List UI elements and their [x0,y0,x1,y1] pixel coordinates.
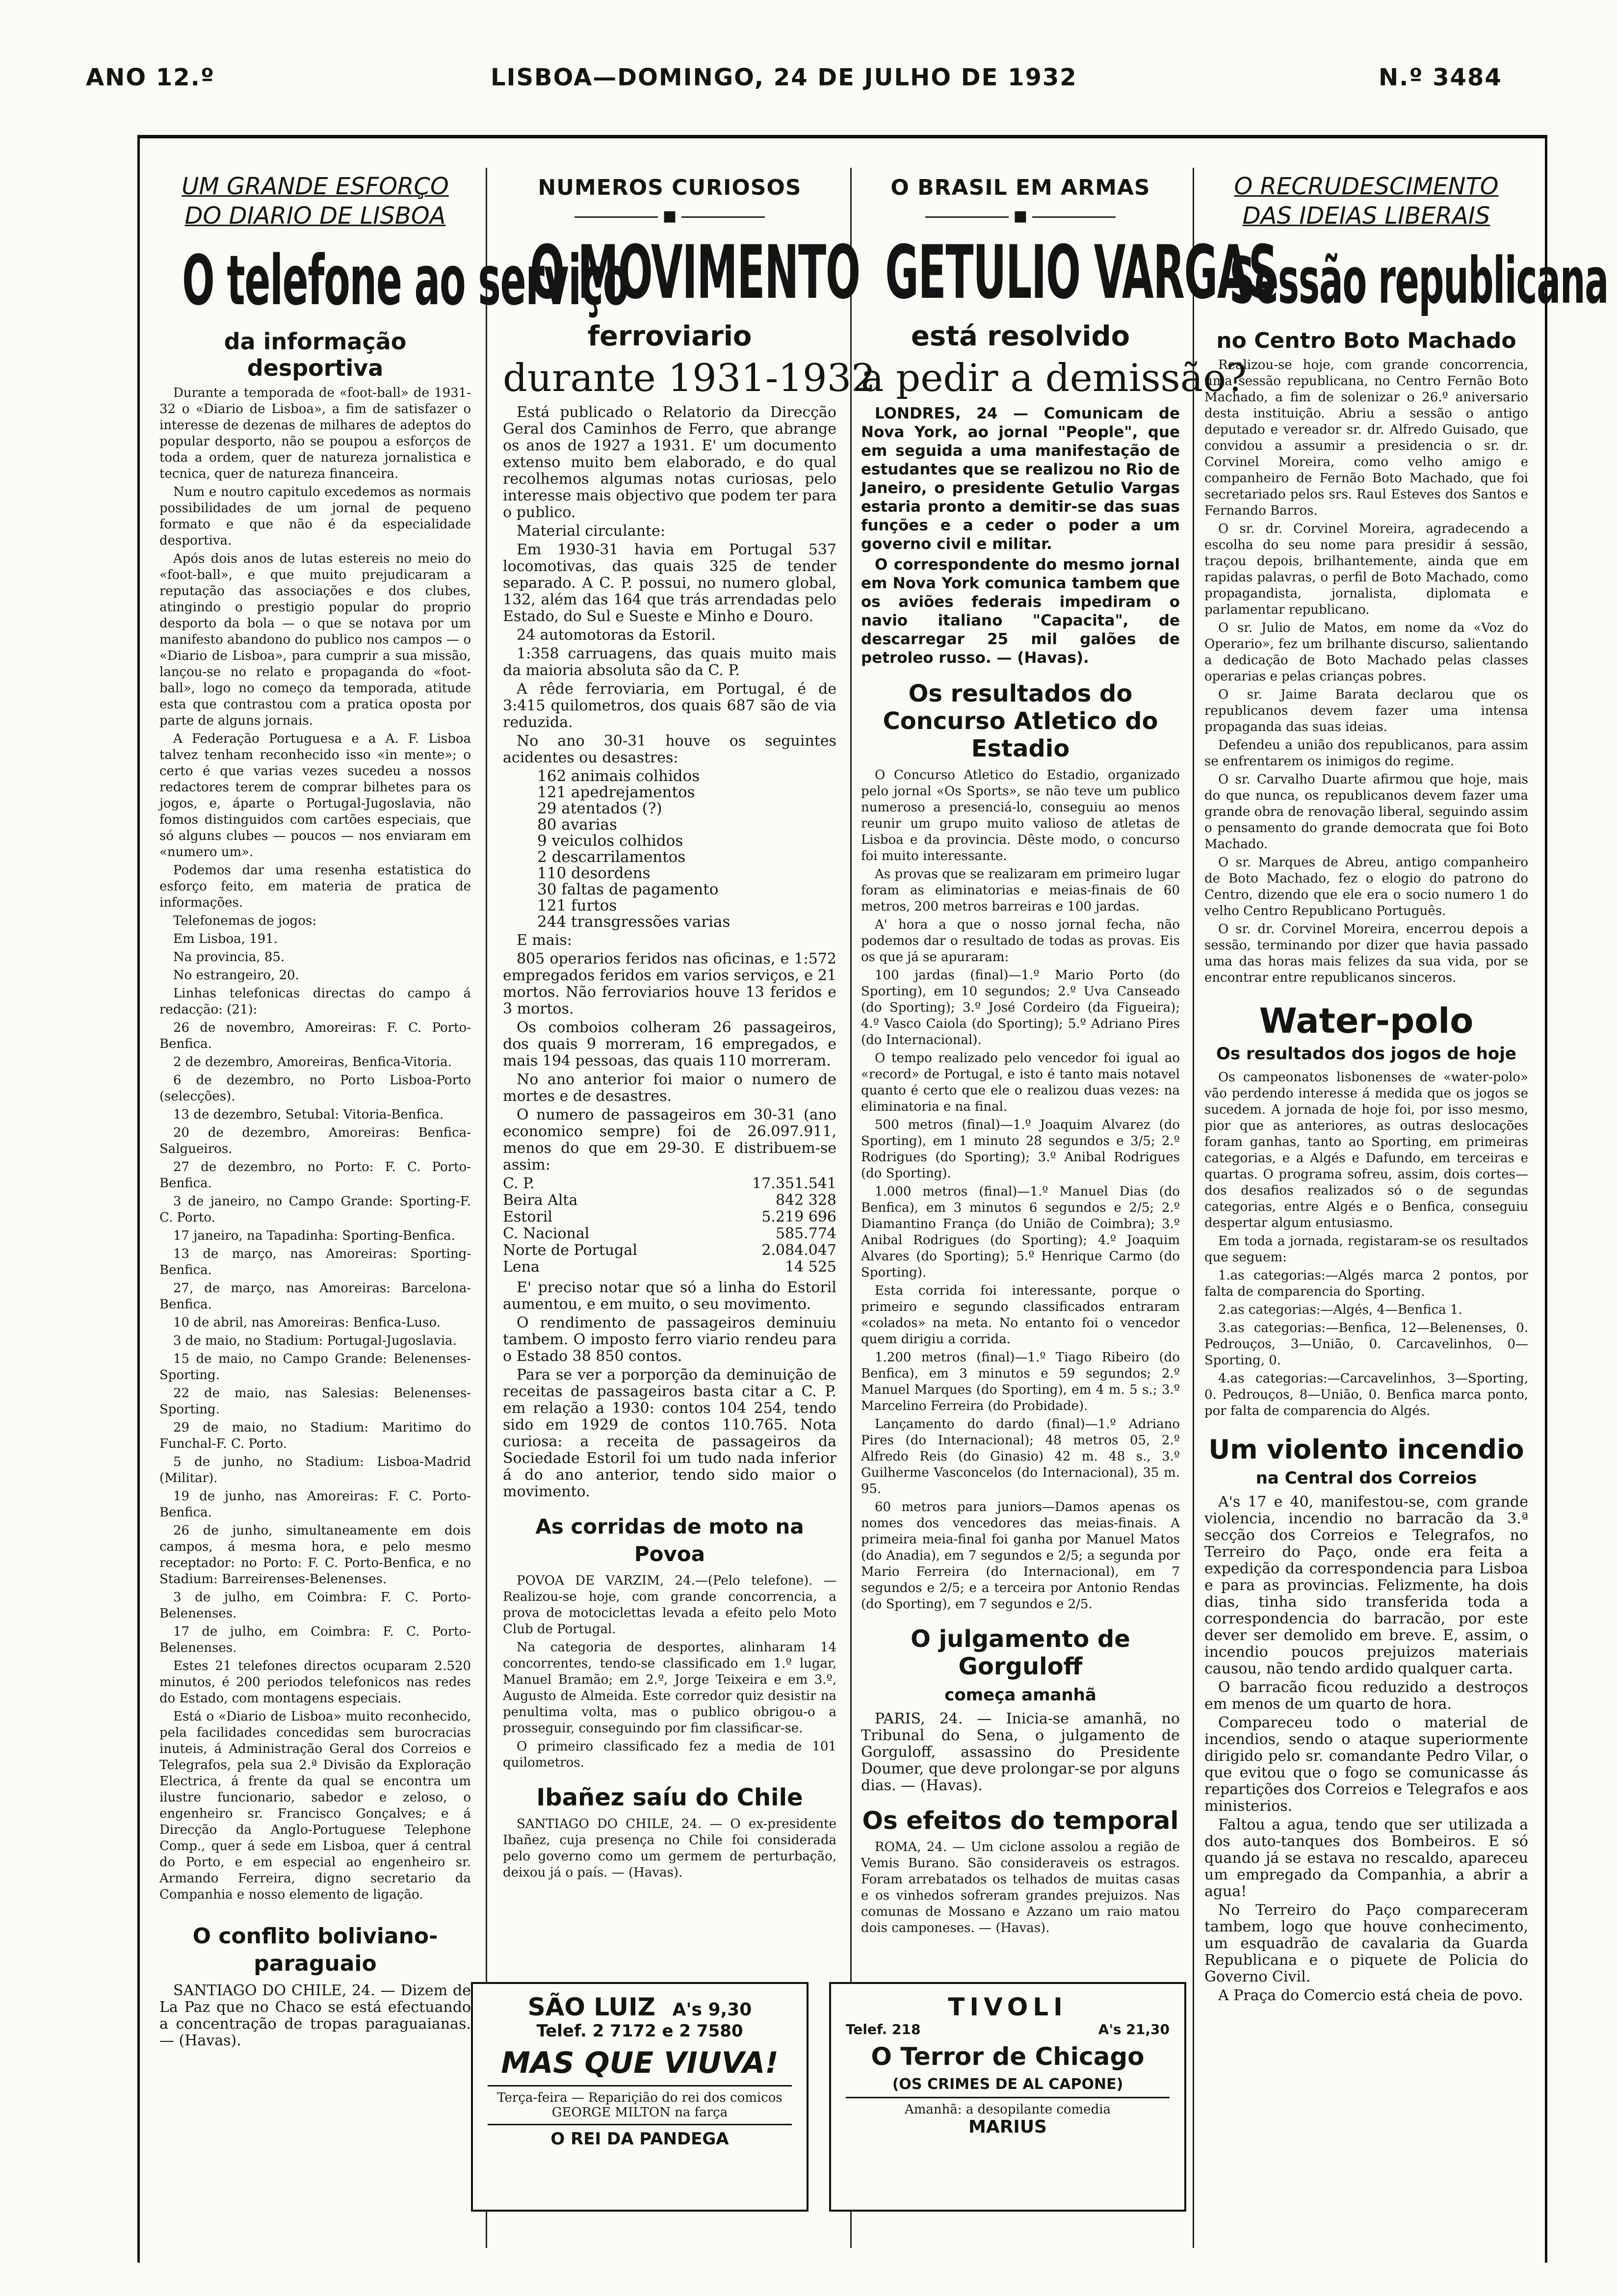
paragraph: 3 de janeiro, no Campo Grande: Sporting-F. C. Porto. [159,1194,471,1225]
paragraph: 26 de novembro, Amoreiras: F. C. Porto-Benfica. [159,1020,471,1051]
ad-show: MAS QUE VIUVA! [501,2046,779,2080]
ad-sao-luiz [471,1982,808,2212]
paragraph: O sr. Carvalho Duarte afirmou que hoje, mais do que nunca, os republicanos devem fazer uma grande obra de renovação liberal, seguindo assim o pensamento do grande democrata que foi Boto Machado. [1204,772,1528,852]
ad-tivoli [829,1982,1186,2212]
subhead: no Centro Boto Machado [1216,328,1516,353]
paragraph: Linhas telefonicas directas do campo á redacção: (21): [159,986,471,1017]
paragraph: 29 de maio, no Stadium: Maritimo do Funchal-F. C. Porto. [159,1420,471,1451]
paragraph: 20 de dezembro, Amoreiras: Benfica-Salgueiros. [159,1125,471,1156]
accident-list [537,768,836,930]
article-body [1204,1070,1528,1419]
article-body: ROMA, 24. — Um ciclone assolou a região de Vemis Burano. São consideraveis os estragos. Foram arrebatados os telhados de muitas casas e os vinhedos sofreram grandes prejuizos. Nas comunas de Mossano e Azzano um raio matou dois camponeses. — (Havas). [861,1840,1180,1935]
list-item: 80 avarias [537,816,617,834]
kicker: O RECRUDESCIMENTO [1234,173,1499,200]
table-row [503,1209,836,1226]
paragraph: O sr. dr. Corvinel Moreira, agradecendo a escolha do seu nome para presidir á sessão, traçou depois, brilhantemente, ainda que em rapidas palavras, o perfil de Boto Machado, como propagandista, jornalista, diplomata e parlamentar republicano. [1204,522,1528,617]
article-title: Um violento incendio [1208,1434,1524,1465]
paragraph: O sr. Marques de Abreu, antigo companheiro de Boto Machado, fez o elogio do patrono do Centro, dizendo que ele era o socio numero 1 do velho Centro Republicano Português. [1204,855,1528,918]
paragraph: 13 de março, nas Amoreiras: Sporting-Benfica. [159,1247,471,1278]
paragraph: Na provincia, 85. [173,950,285,965]
article-body [503,932,836,1174]
paragraph: E' preciso notar que só a linha do Estoril aumentou, e em muito, o seu movimento. [503,1279,836,1313]
paragraph: O numero de passageiros em 30-31 (ano economico sempre) foi de 26.097.911, menos do que em 29-30. E distribuem-se assim: [503,1106,836,1174]
table-cell: 2.084.047 [761,1242,836,1259]
paragraph: Num e noutro capitulo excedemos as normais possibilidades de um jornal de pequeno formato e que não é da especialidade desportiva. [159,485,471,548]
list-item: 110 desordens [537,864,651,882]
paragraph: 15 de maio, no Campo Grande: Belenenses-Sporting. [159,1352,471,1383]
paragraph: Os campeonatos lisbonenses de «water-polo» vão perdendo interesse á medida que os jogos se sucedem. A jornada de hoje foi, por isso mesmo, pior que as anteriores, as outras deslocações foram ganhas, tanto ao Sporting, em primeiras categorias, e a Algés e Dafundo, em terceiras e quartas. O programa sofreu, assim, dois cortes—dos desafios realizados só o de segundas categorias, entre Algés e o Benfica, conseguiu despertar algum entusiasmo. [1204,1070,1528,1230]
table-cell: 14 525 [785,1258,836,1276]
paragraph: 1.200 metros (final)—1.º Tiago Ribeiro (do Benfica), em 3 minutos e 59 segundos; 2.º Manuel Marques (do Sporting), em 4 m. 5 s.; 3.º Marcelino Ferreira (do Probidade). [861,1350,1180,1413]
table-cell: C. Nacional [503,1225,590,1242]
ad-text: Amanhã: a desopilante comedia [904,2102,1111,2117]
paragraph: Defendeu a união dos republicanos, para assim se enfrentarem os inimigos do regime. [1204,738,1528,769]
ad-title: TIVOLI [948,1993,1068,2021]
kicker: O BRASIL EM ARMAS [890,175,1150,200]
paragraph: O Concurso Atletico do Estadio, organizado pelo jornal «Os Sports», se não teve um publico numeroso a presenciá-lo, conseguiu ao menos reunir um grupo muito valioso de atletas de Lisboa e da provincia. Dêste modo, o concurso foi muito interessante. [861,768,1180,863]
list-item: 121 furtos [537,897,617,914]
paragraph: 19 de junho, nas Amoreiras: F. C. Porto-Benfica. [159,1489,471,1520]
article-body [861,404,1180,667]
list-item: 121 apedrejamentos [537,783,695,801]
paragraph: Compareceu todo o material de incendios, sendo o ataque superiormente dirigido pelo sr. comandante Pedro Vilar, o que evitou que o fogo se comunicasse ás repartições dos Correios e Telegrafos e aos ministerios. [1204,1714,1528,1815]
paragraph: 3 de maio, no Stadium: Portugal-Jugoslavia. [173,1333,457,1348]
paragraph: 27 de dezembro, no Porto: F. C. Porto-Benfica. [159,1160,471,1191]
paragraph: Durante a temporada de «foot-ball» de 1931-32 o «Diario de Lisboa», a fim de satisfazer o interesse de dezenas de milhares de adeptos do popular desporto, não se poupou a esforços de toda a ordem, quer de natureza jornalistica e tecnica, quer de natureza financeira. [159,386,471,481]
paragraph: Após dois anos de lutas estereis no meio do «foot-ball», e que muito prejudicaram a reputação das associações e dos clubes, atingindo o prestigio popular do proprio desporto da bola — o que se notava por um manifesto abandono do publico nos campos — o «Diario de Lisboa», para cumprir a sua missão, lançou-se no relato e propaganda do «foot-ball», logo no começo da temporada, atitude esta que contrastou com a pratica oposta por parte de alguns jornais. [159,551,471,728]
paragraph: Os comboios colheram 26 passageiros, dos quais 9 morreram, 16 empregados, e mais 194 pessoas, das quais 110 morreram. [503,1019,836,1070]
subhead: está resolvido [911,320,1130,352]
table-cell: 17.351.541 [752,1175,836,1192]
paragraph: 2 de dezembro, Amoreiras, Benfica-Vitoria. [173,1055,452,1070]
paragraph: 6 de dezembro, no Porto Lisboa-Porto (selecções). [159,1073,471,1104]
article-title: O julgamento de Gorguloff [911,1625,1130,1680]
article-body: SANTIAGO DO CHILE, 24. — Dizem de La Paz que no Chaco se está efectuando a concentração de tropas paraguaianas. — (Havas). [159,1982,471,2049]
paragraph: Faltou a agua, tendo que ser utilizada a dos auto-tanques dos Bombeiros. E só quando já se estava no rescaldo, apareceu um empregado da Companhia, a abrir a agua! [1204,1816,1528,1900]
paragraph: Em Lisboa, 191. [173,932,278,946]
paragraph: Realizou-se hoje, com grande concorrencia, uma sessão republicana, no Centro Fernão Boto Machado, a fim de solenizar o 26.º aniversario desta instituição. Abriu a sessão o antigo deputado e vereador sr. dr. Alfredo Guisado, que convidou a assumir a presidencia o sr. dr. Corvinel Moreira, como velho amigo e companheiro de Fernão Boto Machado, que foi secretariado pelos srs. Raul Esteves dos Santos e Fernando Barros. [1204,358,1528,518]
list-item: 244 transgressões varias [537,913,730,931]
paragraph: 500 metros (final)—1.º Joaquim Alvarez (do Sporting), em 1 minuto 28 segundos e 3/5; 2.º Rodrigues (do Sporting); 3.º Anibal Rodrigues (do Sporting). [861,1118,1180,1181]
table-cell: Beira Alta [503,1192,578,1209]
paragraph: A rêde ferroviaria, em Portugal, é de 3:415 quilometros, dos quais 687 são de via reduzida. [503,680,836,731]
subhead: durante 1931-1932 [503,356,876,400]
passenger-table [503,1175,836,1276]
headline: Sessão republicana [1229,243,1608,318]
article-body [159,385,471,1903]
subhead: a pedir a demissão? [861,356,1247,400]
divider [488,2085,792,2087]
paragraph: O tempo realizado pelo vencedor foi igual ao «record» de Portugal, e isto é tanto mais notavel quanto é certo que ele o realizou duas vezes: na eliminatoria e na final. [861,1051,1180,1114]
paragraph: A Praça do Comercio está cheia de povo. [1218,1987,1523,2004]
article-title: Water-polo [1259,1001,1474,1041]
ad-text: (OS CRIMES DE AL CAPONE) [892,2076,1123,2093]
table-cell: 5.219 696 [761,1208,836,1226]
paragraph: No ano anterior foi maior o numero de mortes e de desastres. [503,1071,836,1105]
paragraph: A's 17 e 40, manifestou-se, com grande violencia, incendio no barracão da 3.ª secção dos Correios e Telegrafos, no Terreiro do Paço, onde era feita a expedição da correspondencia para Lisboa e para as provincias. Felizmente, ha dois dias, tinha sido transferida toda a correspondencia do barracão, por este dever ser demolido em breve. E, assim, o incendio poucos prejuizos materiais causou, não tendo ardido qualquer carta. [1204,1493,1528,1677]
paragraph: A' hora a que o nosso jornal fecha, não podemos dar o resultado de todas as provas. Eis os que já se apuraram: [861,917,1180,965]
paragraph: Em 1930-31 havia em Portugal 537 locomotivas, das quais 325 de tender separado. A C. P. possui, no numero global, 132, além das 164 que trás arrendadas pelo Estado, do Sul e Sueste e Minho e Douro. [503,541,836,625]
paragraph: 3.as categorias:—Benfica, 12—Belenenses, 0. Pedrouços, 3—União, 0. Carcavelinhos, 0—Sporting, 0. [1204,1321,1528,1368]
article-subtitle: Os resultados dos jogos de hoje [1216,1044,1516,1064]
table-cell: Norte de Portugal [503,1242,637,1259]
paragraph: Lançamento do dardo (final)—1.º Adriano Pires (do Internacional); 48 metros 05, 2.º Alfredo Reis (do Ginasio) 42 m. 48 s., 3.º Guilherme Vasconcelos (do Internacional), 35 m. 95. [861,1417,1180,1496]
paragraph: 4.as categorias:—Carcavelinhos, 3—Sporting, 0. Pedrouços, 8—União, 0. Benfica marca ponto, por falta de comparencia do Algés. [1204,1371,1528,1418]
article-body [503,1279,836,1500]
paragraph: Está o «Diario de Lisboa» muito reconhecido, pela facilidades concedidas sem burocracias inuteis, á Administração Geral dos Correios e Telegrafos, pela sua 2.ª Divisão da Exploração Electrica, á frente da qual se encontra um ilustre funcionario, sabedor e zeloso, o engenheiro sr. Francisco Gonçalves; e á Direcção da Anglo-Portuguese Telephone Comp., quer á sede em Lisboa, quer á central do Porto, e em especial ao engenheiro sr. Armando Ferreira, digno secretario da Companhia e nosso elemento de ligação. [159,1709,471,1902]
column-vargas [861,153,1278,2248]
kicker: DO DIARIO DE LISBOA [184,202,446,230]
headline: GETULIO VARGAS [885,230,1278,315]
ad-title: SÃO LUIZ A's 9,30 [527,1993,752,2021]
paragraph: No ano 30-31 houve os seguintes acidentes ou desastres: [503,732,836,766]
issue-number: N.º 3484 [1379,64,1502,91]
table-cell: 842 328 [775,1192,836,1209]
kicker: NUMEROS CURIOSOS [538,175,802,200]
paragraph: 1.000 metros (final)—1.º Manuel Dias (do Benfica), em 3 minutos 6 segundos e 2/5; 2.º Diamantino França (do União de Coimbra); 3.º Anibal Rodrigues (do Sporting); 4.º Joaquim Alvares (do Sporting); 5.º Henrique Carmo (do Sporting). [861,1184,1180,1280]
paragraph: 24 automotoras da Estoril. [517,626,716,644]
paragraph: Na categoria de desportes, alinharam 14 concorrentes, tendo-se classificado em 1.º lugar, Manuel Bramão; em 2.º, Jorge Teixeira e em 3.º, Augusto de Almeida. Este corredor quiz desistir na penultima volta, mas o publico obrigou-o a prosseguir, conseguindo por fim classificar-se. [503,1640,836,1736]
paragraph: 805 operarios feridos nas oficinas, e 1:572 empregados feridos em varios serviços, e 21 mortos. Não ferroviarios houve 13 feridos e 3 mortos. [503,950,836,1018]
table-row [503,1242,836,1259]
list-item: 162 animais colhidos [537,767,700,785]
list-item: 29 atentados (?) [537,800,662,817]
ad-show: O Terror de Chicago [871,2042,1145,2071]
paragraph: O rendimento de passageiros deminuiu tambem. O imposto ferro viario rendeu para o Estado 38 850 contos. [503,1314,836,1365]
list-item: 9 veiculos colhidos [537,832,683,850]
divider [488,2124,792,2125]
paragraph: 17 de julho, em Coimbra: F. C. Porto-Belenenses. [159,1624,471,1655]
paragraph: 10 de abril, nas Amoreiras: Benfica-Luso. [173,1315,441,1330]
paragraph: 1:358 carruagens, das quais muito mais da maioria absoluta são da C. P. [503,645,836,679]
article-title: Ibañez saíu do Chile [536,1784,803,1811]
table-cell: Estoril [503,1208,552,1226]
paragraph: E mais: [517,932,572,949]
column-movimento [503,153,876,2248]
paragraph: O sr. dr. Corvinel Moreira, encerrou depois a sessão, terminando por dizer que havia passado uma das horas mais felizes da sua vida, por se encontrar entre republicanos sinceros. [1204,922,1528,985]
subhead: da informação desportiva [224,328,407,381]
paragraph: 26 de junho, simultaneamente em dois campos, á mesma hora, e pelo mesmo receptador: no Porto: F. C. Porto-Benfica, e no Stadium: Barreirenses-Belenenses. [159,1523,471,1587]
table-cell: C. P. [503,1175,535,1192]
list-item: 30 faltas de pagamento [537,881,719,898]
paragraph: O barracão ficou reduzido a destroços em menos de um quarto de hora. [1204,1679,1528,1713]
article-body [1204,1494,1528,2004]
paragraph: No Terreiro do Paço compareceram tambem, logo que houve conhecimento, um esquadrão de cavalaria da Guarda Republicana e o piquete de Policia do Governo Civil. [1204,1902,1528,1985]
ornament-rule: ■ [861,205,1180,228]
table-row [503,1192,836,1209]
paragraph: LONDRES, 24 — Comunicam de Nova York, ao jornal "People", que em seguida a uma manifestação de estudantes que se realizou no Rio de Janeiro, o presidente Getulio Vargas estaria pronto a demitir-se das suas funções e a ceder o poder a um governo civil e militar. [861,405,1180,553]
paragraph: 13 de dezembro, Setubal: Vitoria-Benfica. [173,1107,444,1122]
article-subtitle: começa amanhã [944,1685,1096,1705]
article-body [503,404,836,766]
article-title: Os efeitos do temporal [862,1806,1179,1835]
paragraph: 5 de junho, no Stadium: Lisboa-Madrid (Militar). [159,1455,471,1486]
headline: O MOVIMENTO [529,230,860,315]
table-row [503,1226,836,1242]
paragraph: O sr. Jaime Barata declarou que os republicanos devem fazer uma intensa propaganda das suas ideias. [1204,687,1528,734]
paragraph: Em toda a jornada, registaram-se os resultados que seguem: [1204,1234,1528,1265]
article-title: Os resultados do Concurso Atletico do Estadio [883,680,1158,762]
table-cell: Lena [503,1258,540,1276]
table-cell: 585.774 [775,1225,836,1242]
column-rule [486,168,487,2248]
subhead: ferroviario [587,320,752,352]
paragraph: Estes 21 telefones directos ocuparam 2.520 minutos, é 200 periodos telefonicos nas redes do Estado, com montagens especiais. [159,1659,471,1706]
paragraph: Telefonemas de jogos: [173,913,316,928]
paragraph: 60 metros para juniors—Damos apenas os nomes dos vencedores das meias-finais. A primeira meia-final foi ganha por Manuel Matos (do Anadia), em 7 segundos e 2/5; a segunda por Mario Ferreira (do Internacional), em 7 segundos e 2/5; e a terceira por Antonio Rendas (do Sporting), em 7 segundos e 2/5. [861,1500,1180,1612]
article-body [503,1573,836,1771]
ad-show: MARIUS [968,2117,1047,2137]
column-rule [1193,168,1194,2248]
page-frame [137,135,1608,2263]
article-body [1204,357,1528,986]
issue-year: ANO 12.º [86,64,215,91]
kicker: DAS IDEIAS LIBERAIS [1242,202,1490,230]
paragraph: 1.as categorias:—Algés marca 2 pontos, por falta de comparencia do Sporting. [1204,1268,1528,1299]
ad-phone: Telef. 2 7172 e 2 7580 [536,2021,743,2041]
paragraph: O sr. Julio de Matos, em nome da «Voz do Operario», fez um brilhante discurso, salientando a dedicação de Boto Machado pelas classes operarias e pelas crianças pobres. [1204,621,1528,684]
paragraph: A Federação Portuguesa e a A. F. Lisboa talvez tenham reconhecido isso «in mente»; o certo é que varias vezes sucedeu a nossos redactores terem de comprar bilhetes para os jogos, e, áparte o Portugal-Jugoslavia, não fomos distinguidos com cartões especiais, que só alguns clubes — poucos — nos enviaram em «numero um». [159,731,471,860]
paragraph: Está publicado o Relatorio da Direcção Geral dos Caminhos de Ferro, que abrange os anos de 1927 a 1931. E' um documento extenso muito bem elaborado, e do qual recolhemos algumas notas curiosas, pelo interesse mais objectivo que podem ter para o publico. [503,404,836,521]
paragraph: 27, de março, nas Amoreiras: Barcelona-Benfica. [159,1281,471,1312]
paragraph: O primeiro classificado fez a media de 101 quilometros. [503,1739,836,1770]
article-body: PARIS, 24. — Inicia-se amanhã, no Tribunal do Sena, o julgamento de Gorguloff, assassino do Presidente Doumer, que deve prolongar-se por alguns dias. — (Havas). [861,1710,1180,1794]
paragraph: 100 jardas (final)—1.º Mario Porto (do Sporting), em 10 segundos; 2.º Uva Canseado (do Sporting); 3.º José Cordeiro (da Figueira); 4.º Vasco Caiola (do Sporting); 5.º Adriano Pires (do Internacional). [861,968,1180,1047]
article-title: As corridas de moto na Povoa [535,1514,804,1566]
article-title: O conflito boliviano-paraguaio [192,1924,438,1976]
headline: O telefone ao serviço [182,241,629,321]
ornament-rule: ■ [503,205,836,228]
paragraph: Para se ver a porporção da deminuição de receitas de passageiros basta citar a C. P. em relação a 1930: contos 104 254, tendo sido em 1929 de contos 110.765. Nota curiosa: a receita de passageiros da Sociedade Estoril foi um tudo nada inferior á do ano anterior, tendo sido maior o movimento. [503,1366,836,1500]
paragraph: POVOA DE VARZIM, 24.—(Pelo telefone). —Realizou-se hoje, com grande concorrencia, a prova de motociclettas levada a efeito pelo Moto Club de Portugal. [503,1573,836,1637]
ad-text: Terça-feira — Repariçião do rei dos comicos GEORGE MILTON na farça [497,2090,782,2120]
ad-show: O REI DA PANDEGA [550,2129,729,2149]
divider [846,2097,1170,2098]
masthead [0,64,1617,108]
column-rule [850,168,852,2248]
paragraph: Material circulante: [517,522,665,540]
paragraph: 2.as categorias:—Algés, 4—Benfica 1. [1218,1303,1462,1317]
paragraph: Esta corrida foi interessante, porque o primeiro e segundo classificados entraram «colados» na meta. No entanto foi o vencedor quem dirigiu a corrida. [861,1283,1180,1347]
article-body: SANTIAGO DO CHILE, 24. — O ex-presidente Ibañez, cuja presença no Chile foi considerada pelo governo como um germem de perturbação, deixou já o país. — (Havas). [503,1817,836,1880]
paragraph: 3 de julho, em Coimbra: F. C. Porto-Belenenses. [159,1590,471,1621]
ad-info: Telef. 218 A's 21,30 [846,2021,1170,2037]
list-item: 2 descarrilamentos [537,848,686,866]
article-subtitle: na Central dos Correios [1255,1468,1477,1488]
paragraph: As provas que se realizaram em primeiro lugar foram as eliminatorias e meias-finais de 60 metros, 200 metros barreiras e 100 jardas. [861,867,1180,914]
paragraph: Podemos dar uma resenha estatistica do esforço feito, em materia de pratica de informações. [159,863,471,910]
column-sessao [1204,153,1608,2248]
table-row [503,1259,836,1276]
dateline: LISBOA—DOMINGO, 24 DE JULHO DE 1932 [491,64,1077,91]
article-body [861,767,1180,1613]
paragraph: 22 de maio, nas Salesias: Belenenses-Sporting. [159,1386,471,1417]
paragraph: 17 janeiro, na Tapadinha: Sporting-Benfica. [173,1228,455,1243]
paragraph: O correspondente do mesmo jornal em Nova York comunica tambem que os aviões federais impediram o navio italiano "Capacita", de descarregar 25 mil galões de petroleo russo. — (Havas). [861,556,1180,667]
kicker: UM GRANDE ESFORÇO [182,173,449,200]
table-row [503,1175,836,1192]
paragraph: No estrangeiro, 20. [173,968,299,983]
